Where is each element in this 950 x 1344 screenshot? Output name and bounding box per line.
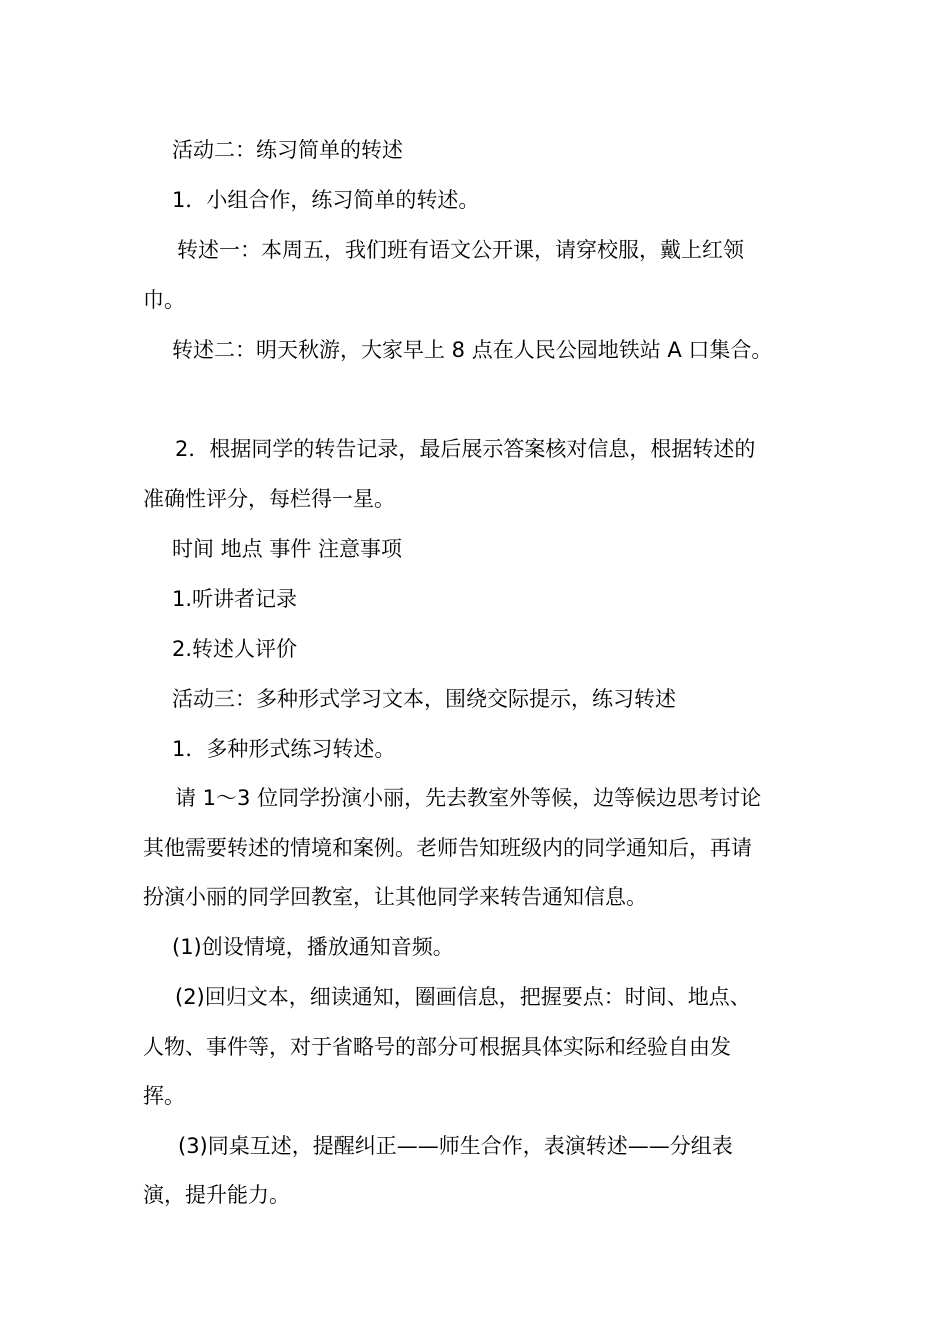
heading-activity-three: 活动三：多种形式学习文本，围绕交际提示，练习转述: [172, 687, 676, 711]
paragraph-line: 2.转述人评价: [172, 637, 298, 661]
paragraph-line: 其他需要转述的情境和案例。老师告知班级内的同学通知后，再请: [143, 836, 752, 860]
paragraph-line: 请 1～3 位同学扮演小丽，先去教室外等候，边等候边思考讨论: [175, 786, 762, 810]
paragraph-line: (1)创设情境，播放通知音频。: [172, 935, 454, 959]
paragraph-line: (3)同桌互述，提醒纠正——师生合作，表演转述——分组表: [178, 1134, 733, 1158]
table-header-line: 时间 地点 事件 注意事项: [172, 537, 403, 561]
paragraph-line: 2．根据同学的转告记录，最后展示答案核对信息，根据转述的: [175, 437, 756, 461]
paragraph-line: 1．多种形式练习转述。: [172, 737, 396, 761]
paragraph-line: 挥。: [143, 1084, 185, 1108]
paragraph-line: 巾。: [143, 288, 185, 312]
paragraph-line: (2)回归文本，细读通知，圈画信息，把握要点：时间、地点、: [175, 985, 751, 1009]
paragraph-line: 人物、事件等，对于省略号的部分可根据具体实际和经验自由发: [143, 1035, 731, 1059]
paragraph-line: 演，提升能力。: [143, 1183, 290, 1207]
paragraph-line: 转述二：明天秋游，大家早上 8 点在人民公园地铁站 A 口集合。: [172, 338, 773, 362]
paragraph-line: 准确性评分，每栏得一星。: [143, 487, 395, 511]
paragraph-line: 扮演小丽的同学回教室，让其他同学来转告通知信息。: [143, 885, 647, 909]
paragraph-line: 转述一：本周五，我们班有语文公开课，请穿校服，戴上红领: [177, 238, 744, 262]
paragraph-line: 1.听讲者记录: [172, 587, 298, 611]
heading-activity-two: 活动二：练习简单的转述: [172, 138, 403, 162]
paragraph-line: 1．小组合作，练习简单的转述。: [172, 188, 480, 212]
